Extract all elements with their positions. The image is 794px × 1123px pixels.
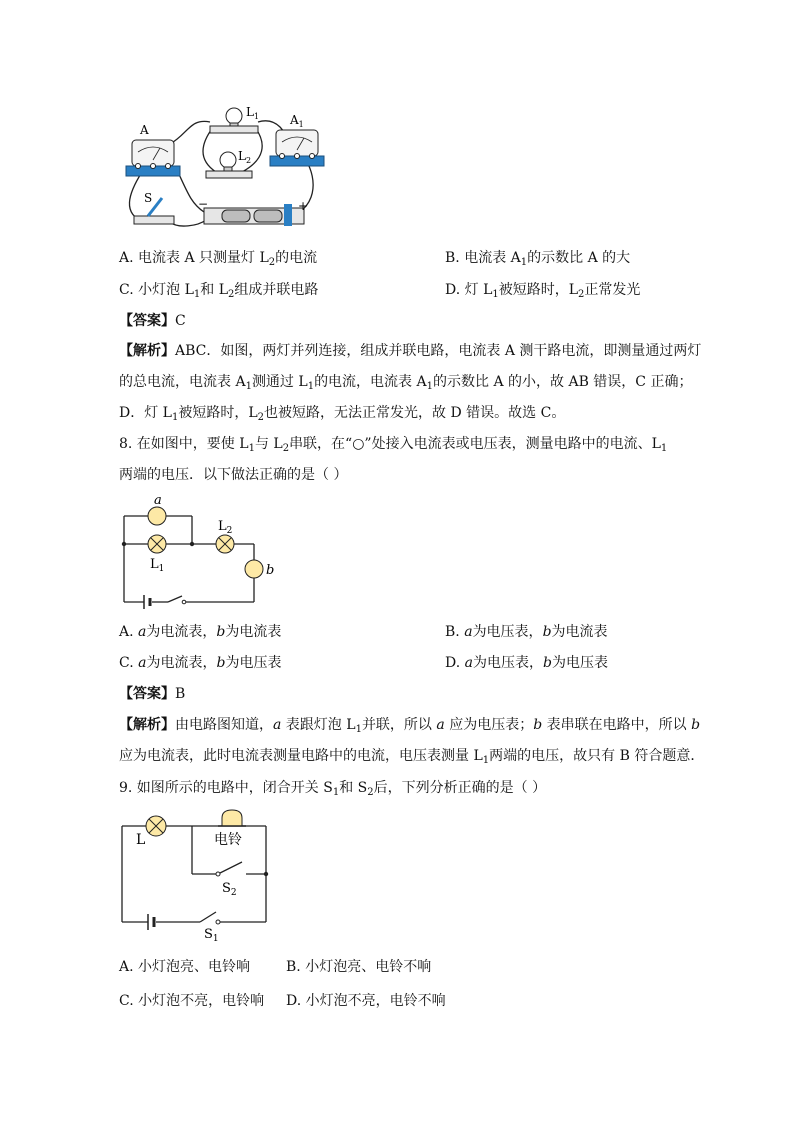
q9-circuit-figure	[118, 806, 278, 946]
q8-circuit-figure	[118, 492, 278, 610]
meter-a-icon	[148, 507, 166, 525]
q7-label-s: S	[144, 191, 153, 205]
q8-option-b[interactable]: B. a为电压表，b为电流表	[445, 624, 608, 640]
q7-label-a: A	[140, 123, 149, 137]
q8-stem-line-2: 两端的电压．以下做法正确的是（ ）	[119, 467, 348, 483]
q7-option-c[interactable]: C. 小灯泡 $L_1$和 $L_2$组成并联电路	[119, 282, 319, 300]
bulb-l2-icon	[216, 535, 234, 553]
q7-label-plus: +	[298, 199, 309, 213]
battery-icon	[204, 204, 304, 226]
q8-option-d[interactable]: D. a为电压表，b为电压表	[445, 655, 608, 671]
q9-stem: 9. 如图所示的电路中，闭合开关 $S_1$和 $S_2$后，下列分析正确的是（ ）	[119, 780, 547, 798]
q9-option-a[interactable]: A. 小灯泡亮、电铃响	[119, 959, 251, 975]
q8-stem-line-1: 8. 在如图中，要使 $L_1$与 $L_2$串联，在“○”处接入电流表或电压表，测量电路中的电流、$L_1$	[119, 436, 668, 454]
lamp-l-icon	[146, 816, 166, 836]
q9-label-l: L	[136, 832, 146, 848]
q8-option-a[interactable]: A. a为电流表，b为电流表	[119, 624, 282, 640]
q7-label-l2: $L_2$	[238, 149, 252, 165]
q8-analysis-line-2: 应为电流表，此时电流表测量电路中的电流，电压表测量 $L_1$两端的电压，故只有 B 符合题意．	[119, 748, 705, 766]
q9-option-c[interactable]: C. 小灯泡不亮，电铃响	[119, 993, 265, 1009]
q9-label-s1: $S_1$	[204, 927, 219, 944]
q7-analysis-line-2: 的总电流，电流表 $A_1$测通过 $L_1$的电流，电流表 $A_1$的示数比 A 的小，故 AB 错误，C 正确；	[119, 374, 693, 392]
q9-label-s2: $S_2$	[222, 881, 237, 898]
q8-label-a: a	[154, 493, 162, 508]
q7-answer: 【答案】C	[119, 313, 186, 329]
ammeter-a-icon	[126, 140, 180, 176]
q8-option-c[interactable]: C. a为电流表，b为电压表	[119, 655, 282, 671]
q8-label-l2: $L_2$	[218, 519, 233, 536]
q7-option-d[interactable]: D. 灯 $L_1$被短路时，$L_2$正常发光	[445, 282, 641, 300]
q7-label-a1: $A_1$	[290, 113, 304, 129]
q9-option-b[interactable]: B. 小灯泡亮、电铃不响	[286, 959, 432, 975]
q7-analysis-line-1: 【解析】ABC．如图，两灯并列连接，组成并联电路，电流表 A 测干路电流，即测量通过两灯	[119, 343, 702, 359]
q7-option-a[interactable]: A. 电流表 A 只测量灯 $L_2$的电流	[119, 250, 318, 268]
ammeter-a1-icon	[270, 130, 324, 166]
q7-circuit-figure	[118, 104, 328, 234]
bell-icon	[218, 810, 246, 826]
q7-label-l1: $L_1$	[246, 105, 260, 121]
q9-option-d[interactable]: D. 小灯泡不亮，电铃不响	[286, 993, 446, 1009]
q7-option-b[interactable]: B. 电流表 $A_1$的示数比 A 的大	[445, 250, 631, 268]
q8-label-b: b	[266, 563, 275, 578]
q8-analysis-line-1: 【解析】由电路图知道，a 表跟灯泡 $L_1$并联，所以 a 应为电压表；b 表串联在电路中，所以 b	[119, 717, 701, 735]
switch-s-icon	[134, 198, 174, 224]
q7-analysis-line-3: D．灯 $L_1$被短路时，$L_2$也被短路，无法正常发光，故 D 错误。故选 C。	[119, 405, 566, 423]
q9-label-bell: 电铃	[214, 832, 242, 848]
meter-b-icon	[245, 560, 263, 578]
q7-label-minus: −	[198, 197, 209, 211]
q8-label-l1: $L_1$	[150, 557, 165, 574]
q8-answer: 【答案】B	[119, 686, 186, 702]
bulb-l1-icon	[148, 535, 166, 553]
